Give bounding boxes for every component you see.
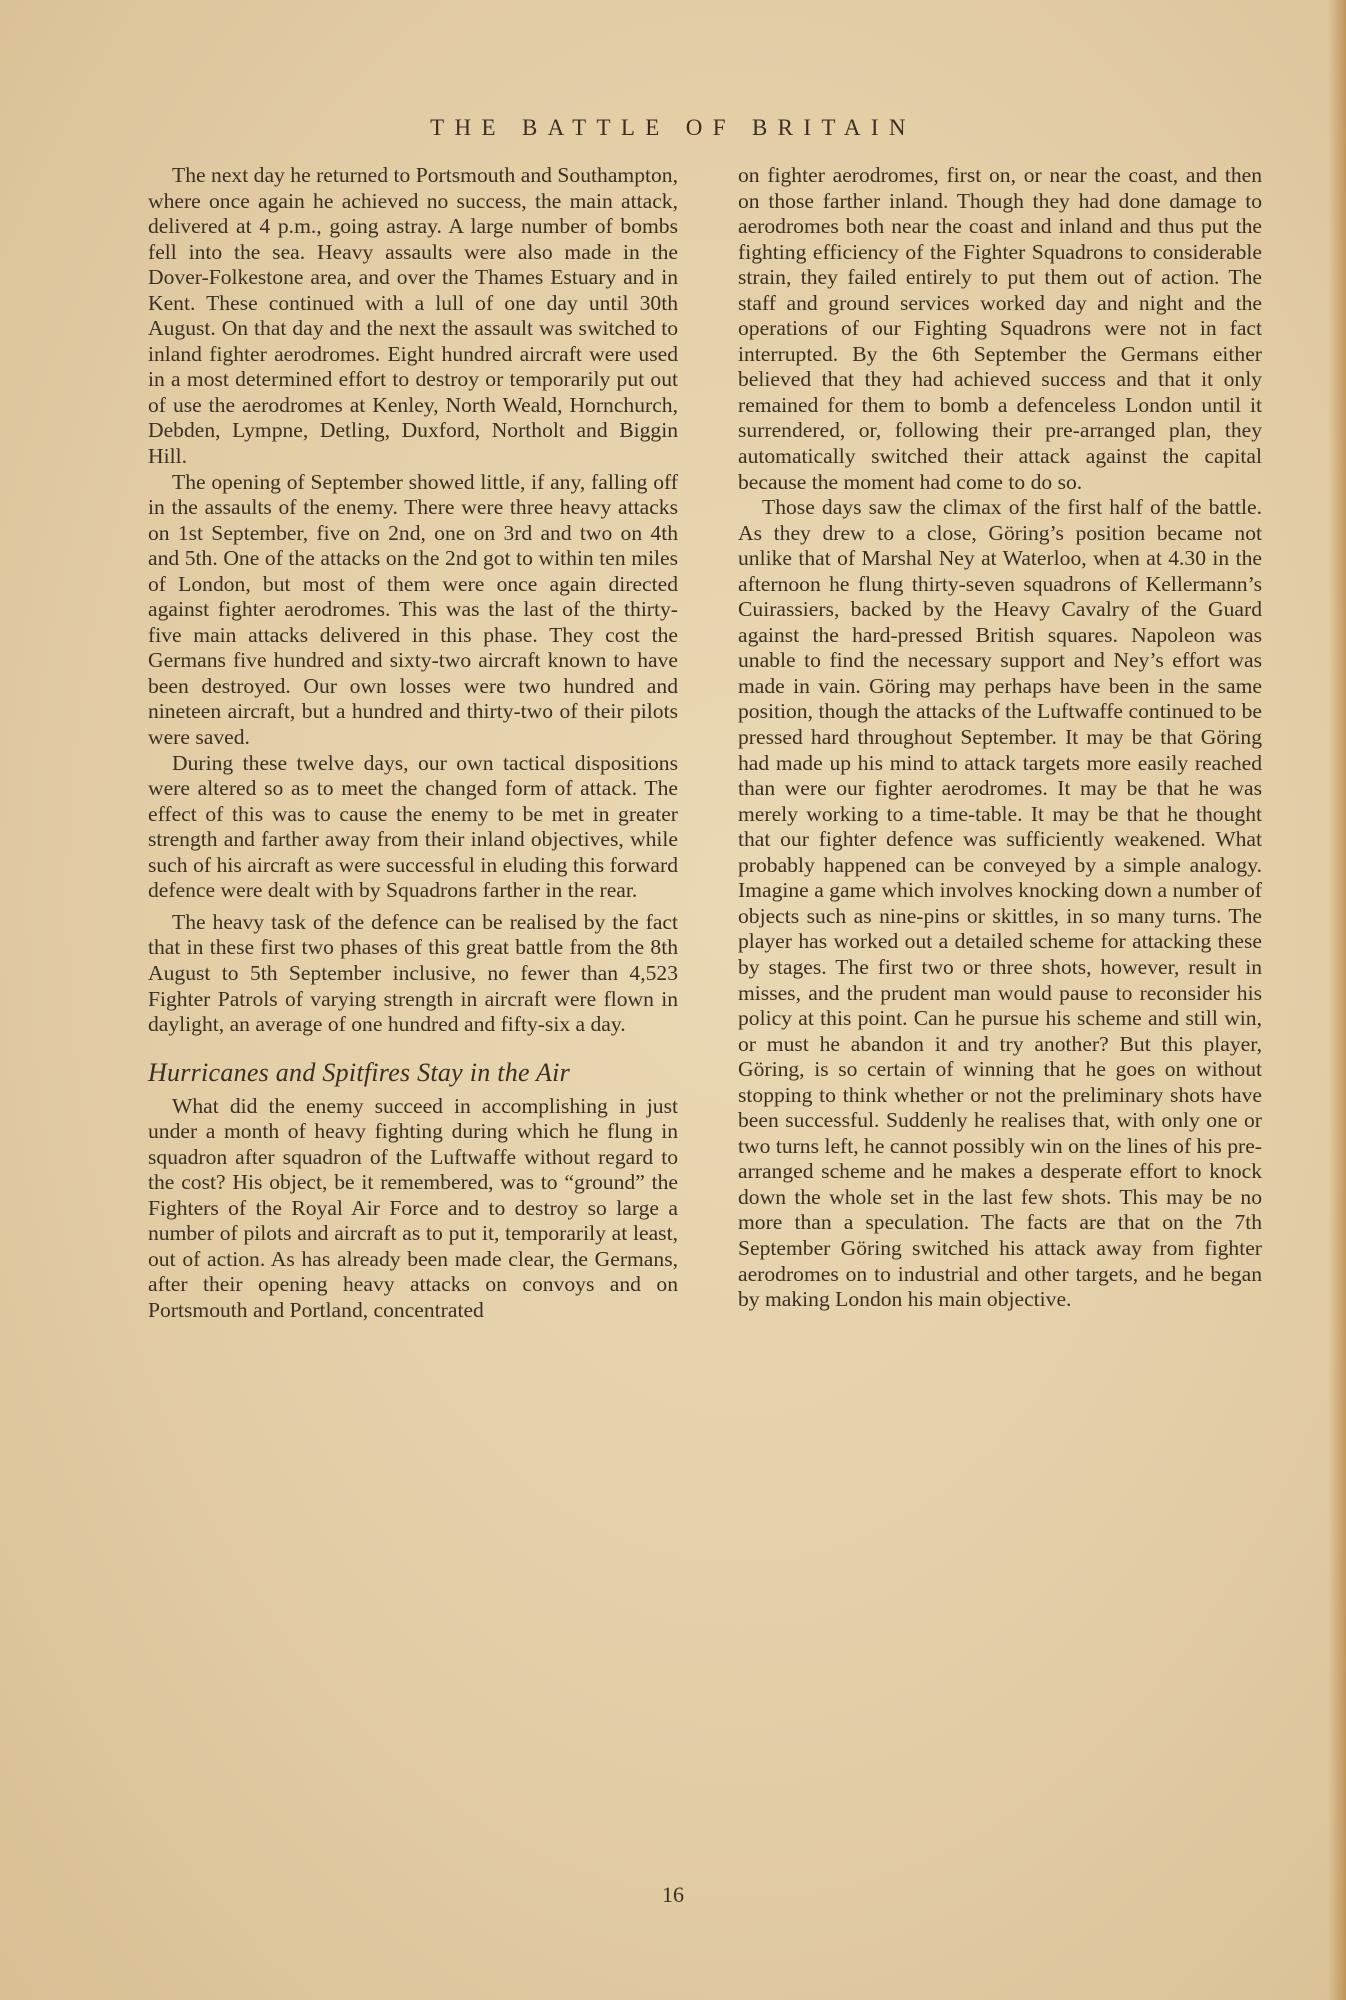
- paragraph: The opening of September showed little, if any, falling off in the assaults of the enemy. There were three heavy attacks on 1st September, five on 2nd, one on 3rd and two on 4th and 5th. One of the attacks on the 2nd got to within ten miles of London, but most of them were once again directed against fighter aerodromes. This was the last of the thirty-five main attacks delivered in this phase. They cost the Germans five hundred and sixty-two aircraft known to have been destroyed. Our own losses were two hundred and nineteen aircraft, but a hundred and thirty-two of their pilots were saved.: [148, 469, 678, 750]
- paragraph: What did the enemy succeed in accomplishing in just under a month of heavy fighting during which he flung in squadron after squadron of the Luftwaffe without regard to the cost? His object, be it remembered, was to “ground” the Fighters of the Royal Air Force and to destroy so large a number of pilots and aircraft as to put it, temporarily at least, out of action. As has already been made clear, the Germans, after their opening heavy attacks on convoys and on Portsmouth and Portland, concentrated: [148, 1093, 678, 1322]
- paragraph: During these twelve days, our own tactical dispositions were altered so as to meet the changed form of attack. The effect of this was to cause the enemy to be met in greater strength and farther away from their inland objectives, while such of his aircraft as were successful in eluding this forward defence were dealt with by Squadrons farther in the rear.: [148, 750, 678, 903]
- page-number: 16: [662, 1882, 684, 1907]
- paragraph: The heavy task of the defence can be realised by the fact that in these first two phases of this great battle from the 8th August to 5th September inclusive, no fewer than 4,523 Fighter Patrols of varying strength in aircraft were flown in daylight, an average of one hundred and fifty-six a day.: [148, 909, 678, 1037]
- right-column: [738, 163, 1262, 1313]
- paragraph: Those days saw the climax of the first half of the battle. As they drew to a close, Göring’s position became not unlike that of Marshal Ney at Waterloo, when at 4.30 in the afternoon he flung thirty-seven squadrons of Kellermann’s Cuirassiers, backed by the Heavy Cavalry of the Guard against the hard-pressed British squares. Napoleon was unable to find the necessary support and Ney’s effort was made in vain. Göring may perhaps have been in the same position, though the attacks of the Luftwaffe continued to be pressed hard throughout September. It may be that Göring had made up his mind to attack targets more easily reached than were our fighter aerodromes. It may be that he was merely working to a time-table. It may be that he thought that our fighter defence was sufficiently weakened. What probably happened can be conveyed by a simple analogy. Imagine a game which involves knocking down a number of objects such as nine-pins or skittles, in so many turns. The player has worked out a detailed scheme for attacking these by stages. The first two or three shots, however, result in misses, and the prudent man would pause to reconsider his policy at this point. Can he pursue his scheme and still win, or must he abandon it and try another? But this player, Göring, is so certain of winning that he goes on without stopping to think whether or not the preliminary shots have been successful. Suddenly he realises that, with only one or two turns left, he cannot possibly win on the lines of his pre-arranged scheme and he makes a desperate effort to knock down the whole set in the last few shots. This may be no more than a speculation. The facts are that on the 7th September Göring switched his attack away from fighter aerodromes on to industrial and other targets, and he began by making London his main objective.: [738, 495, 1262, 1312]
- section-heading: Hurricanes and Spitfires Stay in the Air: [148, 1057, 571, 1087]
- page-edge-shadow: [1328, 0, 1346, 2000]
- running-title: THE BATTLE OF BRITAIN: [430, 115, 916, 140]
- paragraph: on fighter aerodromes, first on, or near the coast, and then on those farther inland. Though they had done damage to aerodromes both near the coast and inland and thus put the fighting efficiency of the Fighter Squadrons to considerable strain, they failed entirely to put them out of action. The staff and ground services worked day and night and the operations of our Fighting Squadrons were not in fact interrupted. By the 6th September the Germans either believed that they had achieved success and that it only remained for them to bomb a defenceless London until it surrendered, or, following their pre-arranged plan, they automatically switched their attack against the capital because the moment had come to do so.: [738, 163, 1262, 494]
- paragraph: The next day he returned to Portsmouth and Southampton, where once again he achieved no success, the main attack, delivered at 4 p.m., going astray. A large number of bombs fell into the sea. Heavy assaults were also made in the Dover-Folkestone area, and over the Thames Estuary and in Kent. These continued with a lull of one day until 30th August. On that day and the next the assault was switched to inland fighter aerodromes. Eight hundred aircraft were used in a most determined effort to destroy or temporarily put out of use the aerodromes at Kenley, North Weald, Hornchurch, Debden, Lympne, Detling, Duxford, Northolt and Biggin Hill.: [148, 163, 678, 469]
- left-column: [148, 163, 678, 1324]
